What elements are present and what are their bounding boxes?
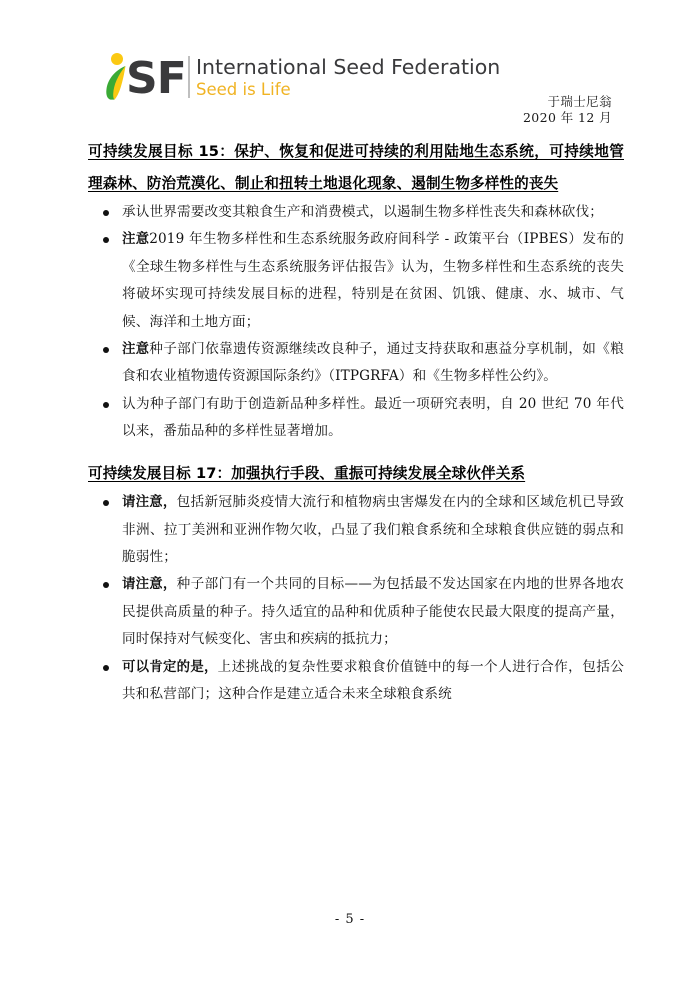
org-tagline: Seed is Life: [196, 80, 291, 99]
leaf-icon: [104, 65, 128, 100]
bullet-text: 2019 年生物多样性和生态系统服务政府间科学 - 政策平台（IPBES）发布的《全球生物多样性与生态系统服务评估报告》认为，生物多样性和生态系统的丧失将破坏实现可持续发展目标的进程，特别是在贫困、饥饿、健康、水、城市、气候、海洋和土地方面；: [122, 231, 624, 330]
section-heading-sdg15: 可持续发展目标 15：保护、恢复和促进可持续的利用陆地生态系统，可持续地管理森林、防治荒漠化、制止和扭转土地退化现象、遏制生物多样性的丧失: [88, 143, 624, 192]
bullet-list-sdg17: [88, 489, 624, 708]
org-name: International Seed Federation: [196, 55, 501, 79]
dateline: [523, 94, 612, 125]
bullet-text: 上述挑战的复杂性要求粮食价值链中的每一个人进行合作，包括公共和私营部门；这种合作是建立适合未来全球粮食系统: [122, 658, 624, 702]
section-heading-sdg17: 可持续发展目标 17：加强执行手段、重振可持续发展全球伙伴关系: [88, 464, 526, 482]
page-number: - 5 -: [334, 912, 366, 927]
document-body: [88, 136, 624, 708]
bullet-text: 包括新冠肺炎疫情大流行和植物病虫害爆发在内的全球和区域危机已导致非洲、拉丁美洲和亚洲作物欠收，凸显了我们粮食系统和全球粮食供应链的弱点和脆弱性；: [122, 494, 624, 565]
list-item: [88, 571, 624, 653]
bullet-text: 种子部门有一个共同的目标——为包括最不发达国家在内地的世界各地农民提供高质量的种子。持久适宜的品种和优质种子能使农民最大限度的提高产量，同时保持对气候变化、害虫和疾病的抵抗力；: [122, 576, 624, 648]
isf-logo-text: [196, 52, 500, 100]
dateline-place: 于瑞士尼翁: [547, 94, 612, 109]
list-item: [88, 199, 624, 226]
list-item: [88, 489, 624, 571]
list-item: [88, 654, 624, 709]
bullet-text: 种子部门依靠遗传资源继续改良种子，通过支持获取和惠益分享机制，如《粮食和农业植物遗传资源国际条约》（ITPGRFA）和《生物多样性公约》。: [122, 341, 624, 385]
isf-logo-mark: [102, 52, 186, 102]
bullet-lead: 可以肯定的是，: [122, 659, 218, 675]
document-header: [88, 52, 624, 128]
bullet-text: 认为种子部门有助于创造新品种多样性。最近一项研究表明，自 20 世纪 70 年代以来，番茄品种的多样性显著增加。: [122, 395, 624, 440]
isf-logo: [102, 52, 500, 102]
sun-dot-icon: [111, 53, 123, 65]
bullet-list-sdg15: [88, 199, 624, 446]
bullet-lead: 注意: [122, 342, 150, 358]
isf-monogram: SF: [126, 53, 186, 104]
list-item: [88, 226, 624, 336]
bullet-lead: 请注意，: [122, 577, 177, 593]
list-item: [88, 336, 624, 391]
bullet-text: 承认世界需要改变其粮食生产和消费模式，以遏制生物多样性丧失和森林砍伐；: [122, 204, 604, 220]
dateline-date: 2020 年 12 月: [522, 109, 612, 125]
bullet-lead: 注意: [122, 232, 150, 248]
logo-divider: [188, 56, 190, 98]
list-item: [88, 391, 624, 446]
bullet-lead: 请注意，: [122, 495, 177, 511]
